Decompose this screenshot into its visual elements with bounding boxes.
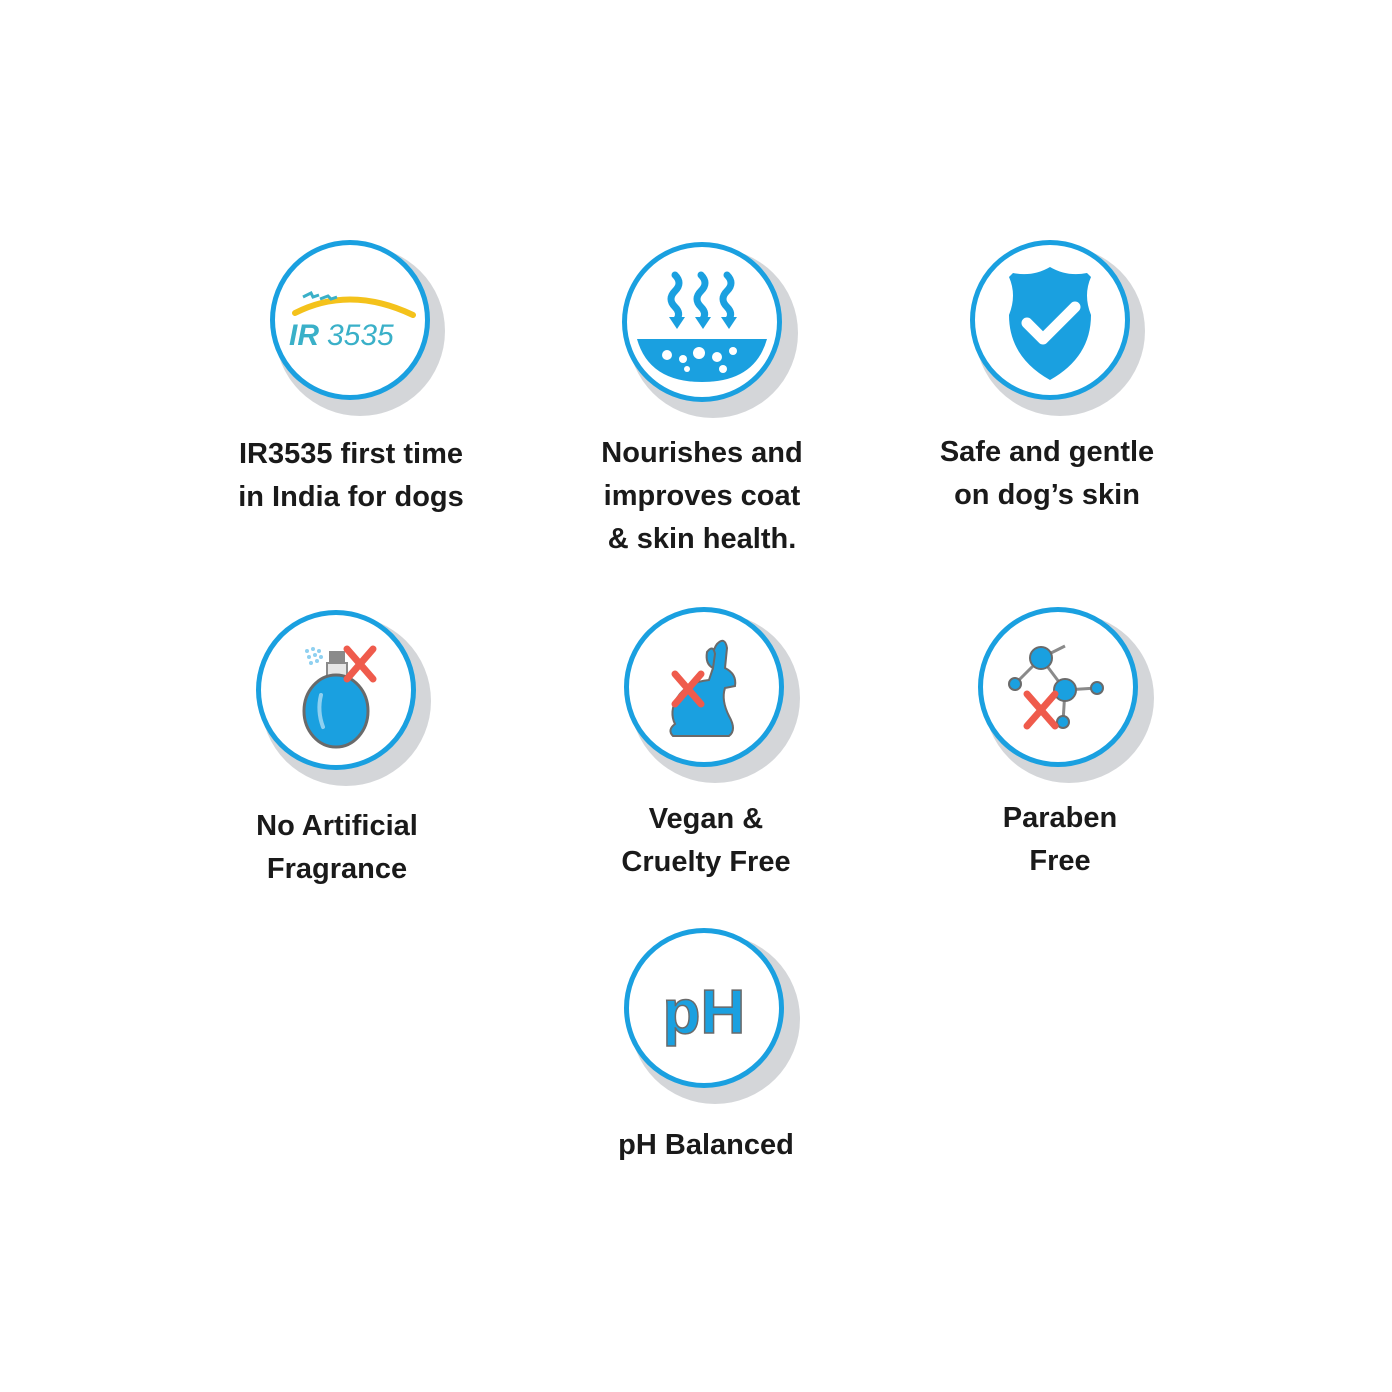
badge-ph: [624, 928, 784, 1088]
badge-nourishes: [622, 242, 782, 402]
nourish-waves-icon: [627, 247, 777, 397]
caption-nourishes: Nourishes and improves coat & skin health.: [601, 437, 803, 555]
badge-no-fragrance: [256, 610, 416, 770]
badge-ir3535: [270, 240, 430, 400]
ir3535-logo-number: 3535: [327, 319, 394, 352]
shield-check-icon: [975, 245, 1125, 395]
ir3535-logo-icon: [275, 245, 425, 395]
ph-icon-text: pH: [662, 978, 746, 1047]
caption-no-fragrance: No Artificial Fragrance: [256, 810, 418, 885]
caption-paraben: Paraben Free: [1002, 802, 1118, 877]
caption-ph: pH Balanced: [618, 1129, 794, 1161]
no-rabbit-cruelty-icon: [629, 612, 779, 762]
no-paraben-molecule-icon: [983, 612, 1133, 762]
ph-icon: [629, 933, 779, 1083]
caption-ir3535: IR3535 first time in India for dogs: [238, 438, 464, 513]
no-fragrance-spray-icon: [261, 615, 411, 765]
caption-safe: Safe and gentle on dog’s skin: [939, 436, 1155, 511]
badge-vegan: [624, 607, 784, 767]
badge-safe: [970, 240, 1130, 400]
ir3535-logo-ir: IR: [289, 319, 319, 352]
caption-vegan: Vegan & Cruelty Free: [621, 803, 791, 878]
badge-paraben: [978, 607, 1138, 767]
